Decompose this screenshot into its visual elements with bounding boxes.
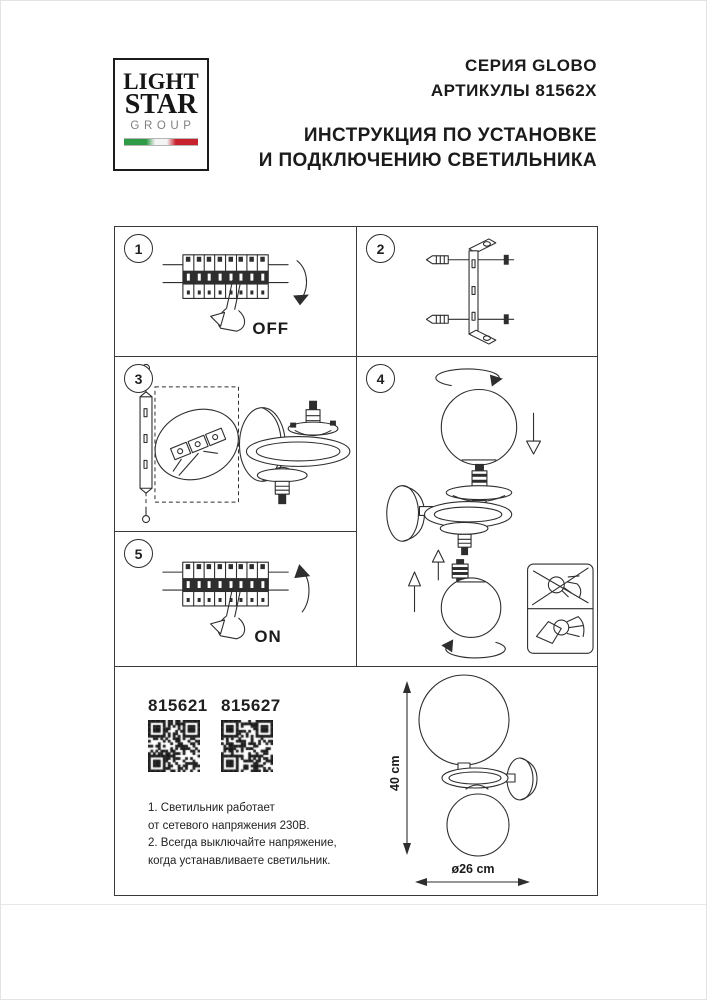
logo-word-star: STAR — [124, 89, 198, 120]
article-code: 815621 — [148, 696, 208, 715]
arrow-up-small-icon — [432, 550, 444, 580]
safety-notes — [148, 800, 337, 870]
logo-word-light: LIGHT — [123, 69, 199, 94]
lightstar-logo — [113, 58, 209, 171]
step-2-panel — [357, 227, 597, 357]
note-line: 1. Светильник работает — [148, 802, 275, 814]
bulb-handling-warning-box — [528, 564, 593, 653]
wall-disc-icon — [505, 758, 537, 800]
top-socket-icon — [472, 464, 487, 488]
upper-lamp-holder-icon — [288, 401, 338, 436]
italian-flag-bar — [124, 138, 198, 146]
dimension-drawing — [382, 673, 599, 893]
logo-word-group: GROUP — [130, 120, 196, 132]
qr-code — [221, 720, 273, 772]
arrow-up-curved-icon — [294, 564, 310, 612]
info-panel — [115, 667, 597, 895]
arrow-up-icon — [409, 572, 421, 612]
page-title — [259, 124, 597, 173]
switch-off-label: OFF — [252, 319, 290, 339]
step-3-panel — [115, 357, 357, 532]
articles-label: АРТИКУЛЫ 81562X — [430, 81, 597, 100]
rotate-arrow-bottom-icon — [441, 639, 505, 657]
article-code: 815627 — [221, 696, 281, 715]
note-line: 2. Всегда выключайте напряжение, — [148, 837, 337, 849]
wall-plate-icon — [140, 392, 152, 493]
title-line-2: И ПОДКЛЮЧЕНИЮ СВЕТИЛЬНИКА — [258, 149, 597, 171]
note-line: когда устанавливаете светильник. — [148, 854, 331, 867]
series-block — [431, 53, 597, 103]
arrow-down-curved-icon — [293, 261, 309, 306]
height-dimension — [388, 681, 411, 855]
switch-on-label: ON — [254, 626, 282, 646]
instruction-grid — [114, 226, 598, 896]
rotate-arrow-top-icon — [436, 369, 503, 387]
arrow-down-icon — [527, 413, 541, 454]
assembled-lamp-icon — [419, 675, 537, 856]
diameter-label: ø26 cm — [451, 862, 495, 876]
step-4-drawing — [357, 357, 597, 666]
note-line: от сетевого напряжения 230В. — [148, 819, 310, 832]
diameter-dimension — [415, 862, 530, 886]
page-edge-line — [1, 904, 707, 905]
screw-icon-bottom — [143, 492, 150, 522]
qr-code — [148, 720, 200, 772]
series-label: СЕРИЯ GLOBO — [465, 56, 597, 75]
step-1-number: 1 — [124, 234, 153, 263]
step-1-panel — [115, 227, 357, 357]
step-2-number: 2 — [366, 234, 395, 263]
bottom-globe — [441, 578, 501, 638]
ring-body-icon — [246, 437, 349, 467]
step-5-number: 5 — [124, 539, 153, 568]
terminal-detail-balloon — [144, 397, 249, 492]
title-line-1: ИНСТРУКЦИЯ ПО УСТАНОВКЕ — [303, 125, 597, 146]
bottom-holder-icon — [440, 522, 488, 555]
lower-lamp-holder-icon — [257, 467, 307, 504]
mounting-bracket-icon — [469, 239, 496, 344]
top-globe — [441, 390, 516, 465]
step-3-number: 3 — [124, 364, 153, 393]
step-5-panel — [115, 532, 357, 667]
step-4-panel — [357, 357, 597, 667]
step-4-number: 4 — [366, 364, 395, 393]
height-label: 40 cm — [388, 755, 402, 791]
